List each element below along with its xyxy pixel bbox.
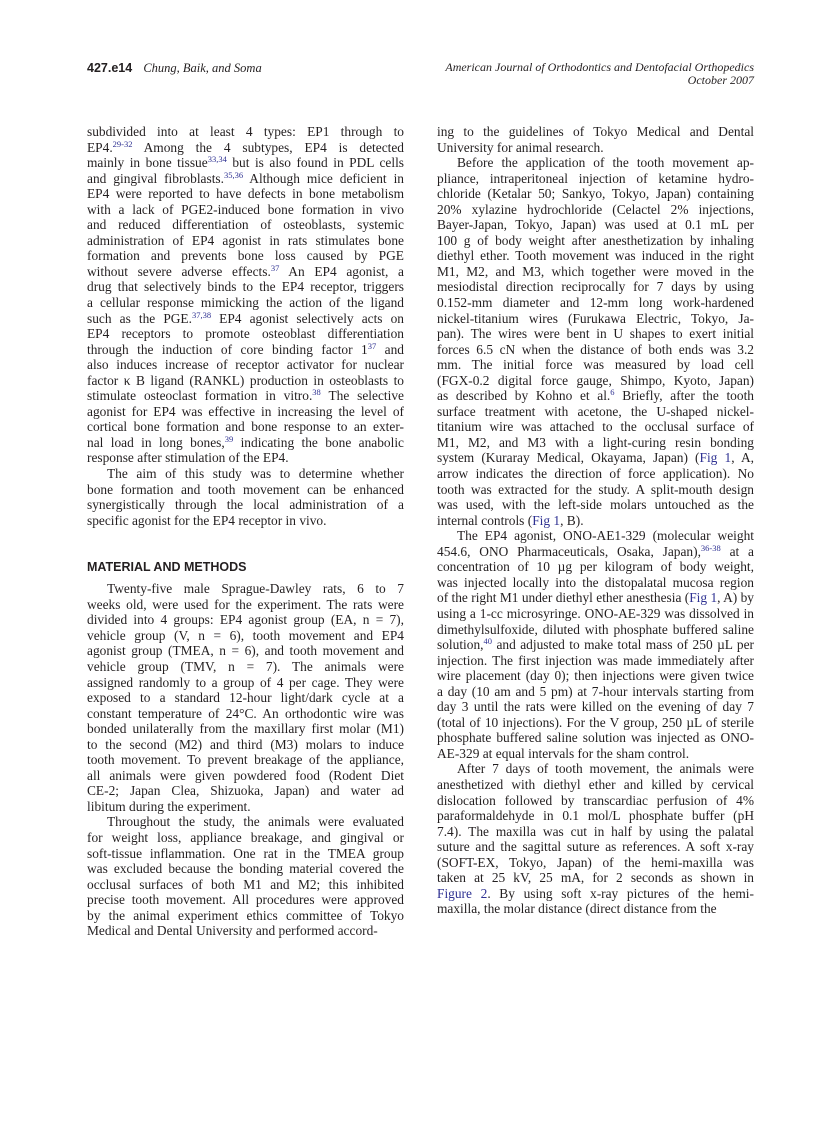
text-line: soft-tissue inflammation. One rat in the TMEA group (87, 845, 404, 861)
text-line: suture and the sagittal suture as references. A soft x-ray (437, 839, 754, 855)
text-line: tooth movement. To prevent breakage of the appliance, (87, 752, 404, 768)
text-line: factor κ B ligand (RANKL) production in osteoblasts to (87, 372, 404, 388)
text-line: tooth was extracted for the study. A split-mouth design (437, 481, 754, 497)
text-line: phosphate buffered saline solution was injected as ONO- (437, 730, 754, 746)
text-line: vehicle group (V, n = 6), tooth movement and EP4 (87, 627, 404, 643)
text-line: was injected locally into the distopalatal mucosa region (437, 574, 754, 590)
text-line: administration of EP4 agonist in rats stimulates bone (87, 232, 404, 248)
text-line: without severe adverse effects.$^{37}$ An EP4 agonist, a (87, 262, 404, 279)
text-line: M1, M2, and M3 with a light-curing resin bonding (437, 434, 754, 450)
text-line: precise tooth movement. All procedures were approved (87, 892, 404, 908)
citation-superscript[interactable]: 35,36 (223, 169, 244, 180)
text-line: diethyl ether. Tooth movement was induced in the right (437, 248, 754, 264)
journal-title: American Journal of Orthodontics and Dentofacial Orthopedics (445, 60, 754, 74)
text-line: M1, M2, and M3, which together were moved in the (437, 263, 754, 279)
text-line: agonist for EP4 was effective in increasing the level of (87, 403, 404, 419)
text-line: ing to the guidelines of Tokyo Medical and Dental (437, 124, 754, 139)
citation-superscript[interactable]: 36-38 (700, 542, 721, 553)
text-line: nickel-titanium wires (Furukawa Electric, Tokyo, Ja- (437, 310, 754, 326)
text-line: After 7 days of tooth movement, the animals were (457, 761, 754, 777)
text-line: with a lack of PGE2-induced bone formation in vivo (87, 201, 404, 217)
text-line: The aim of this study was to determine whether (107, 466, 404, 482)
text-line: concentration of 10 µg per kilogram of body weight, (437, 559, 754, 575)
citation-superscript[interactable]: 37,38 (191, 309, 212, 320)
running-header-right (445, 61, 754, 87)
text-line: and gingival fibroblasts.$^{35,36}$ Although mice deficient in (87, 169, 404, 186)
issue-date: October 2007 (687, 73, 754, 87)
text-line: bonded unilaterally from the maxillary first molar (M1) (87, 721, 404, 737)
figure-link[interactable]: Fig 1 (699, 450, 732, 466)
text-line: CE-2; Japan Clea, Shizuoka, Japan) and water ad (87, 783, 404, 799)
text-line: divided into 4 groups: EP4 agonist group (EA, n = 7), (87, 612, 404, 628)
text-line: was used, with the left-side molars untouched as the (437, 497, 754, 513)
text-line: AE-329 at equal intervals for the sham control. (437, 745, 690, 761)
text-line: wire placement (day 0); then injections were given twice (437, 668, 754, 684)
text-line: response after stimulation of the EP4. (87, 450, 289, 466)
text-line: exposed to a standard 12-hour light/dark cycle at a (87, 690, 404, 706)
text-line: paraformaldehyde in 0.1 mol/L phosphate buffer (pH (437, 808, 754, 824)
text-line: EP4.$^{29-32}$ Among the 4 subtypes, EP4 is detected (87, 138, 404, 155)
text-line: 7.4). The maxilla was cut in half by using the palatal (437, 823, 754, 839)
text-line: Throughout the study, the animals were evaluated (107, 814, 404, 830)
figure-link[interactable]: Fig 1 (532, 512, 561, 528)
citation-superscript[interactable]: 6 (610, 387, 615, 398)
text-line: system (Kuraray Medical, Okayama, Japan) (Fig 1, A, (437, 450, 754, 466)
running-authors: Chung, Baik, and Soma (143, 61, 262, 75)
text-line: Bayer-Japan, Tokyo, Japan) was used at 0.1 mL per (437, 217, 754, 233)
text-line: day 3 until the rats were killed on the evening of day 7 (437, 699, 754, 715)
text-line: 100 g of body weight after anesthetization by inhaling (437, 232, 754, 248)
text-line: Figure 2. By using soft x-ray pictures of the hemi- (437, 885, 754, 901)
citation-superscript[interactable]: 33,34 (207, 154, 227, 165)
text-line: and reduced differentiation of osteoblasts, systemic (87, 217, 404, 233)
text-line: through the induction of core binding factor $1^{37}$ and (87, 340, 404, 357)
citation-superscript[interactable]: 37 (367, 340, 377, 351)
text-line: titanium wire was attached to the occlusal surface of (437, 419, 754, 435)
text-line: occlusal surfaces of both M1 and M2; this inhibited (87, 876, 404, 892)
text-line: dislocation followed by transcardiac perfusion of 4% (437, 792, 754, 808)
text-line: a cellular response mimicking the action of the ligand (87, 295, 404, 311)
figure-link[interactable]: Figure 2 (437, 885, 488, 901)
paragraph (87, 466, 404, 528)
text-line: nal load in long bones,$^{39}$ indicating the bone anabolic (87, 433, 404, 450)
text-line: 454.6, ONO Pharmaceuticals, Osaka, Japan),$^{36-38}$ at a (437, 542, 754, 559)
citation-superscript[interactable]: 40 (483, 636, 493, 647)
text-line: bone formation and tooth movement can be enhanced (87, 481, 404, 497)
text-line: formation and prevents bone loss caused by PGE (87, 248, 404, 264)
section-gap (87, 528, 404, 559)
paragraph (87, 581, 404, 814)
text-line: libitum during the experiment. (87, 798, 251, 814)
text-line: drug that selectively binds to the EP4 receptor, triggers (87, 279, 404, 295)
text-line: synergistically through the local administration of a (87, 497, 404, 513)
citation-superscript[interactable]: 29-32 (112, 138, 133, 149)
text-line: 0.152-mm diameter and 12-mm long work-hardened (437, 295, 754, 311)
paragraph (437, 528, 754, 761)
text-line: (SOFT-EX, Tokyo, Japan) of the hemi-maxilla was (437, 854, 754, 870)
text-line: for weight loss, appliance breakage, and gingival or (87, 829, 404, 845)
text-line: EP4 were reported to have defects in bone metabolism (87, 186, 404, 202)
text-line: (total of 10 injections). For the V group, 250 µL of sterile (437, 714, 754, 730)
text-line: pliance, intraperitoneal injection of ketamine hydro- (437, 170, 754, 186)
paragraph (437, 761, 754, 916)
text-line: solution,$^{40}$ and adjusted to make total mass of 250 µL per (437, 636, 754, 653)
text-line: Medical and Dental University and performed accord- (87, 923, 378, 939)
text-line: agonist group (TMEA, n = 6), and tooth movement and (87, 643, 404, 659)
text-line: mm. The initial force was measured by load cell (437, 357, 754, 373)
paragraph (87, 814, 404, 938)
text-line: University for animal research. (437, 139, 604, 155)
text-line: internal controls (Fig 1, B). (437, 512, 584, 528)
figure-link[interactable]: Fig 1 (689, 590, 718, 606)
text-line: such as the PGE.$^{37,38}$ EP4 agonist selectively acts on (87, 309, 404, 326)
citation-superscript[interactable]: 39 (224, 433, 234, 444)
text-line: chloride (Ketalar 50; Sankyo, Tokyo, Japan) containing (437, 186, 754, 202)
text-line: to the second (M2) and third (M3) molars to induce (87, 736, 404, 752)
text-line: all animals were given powdered food (Rodent Diet (87, 767, 404, 783)
text-line: surface treatment with acetone, the U-shaped nickel- (437, 403, 754, 419)
citation-superscript[interactable]: 37 (270, 262, 280, 273)
text-line: EP4 receptors to promote osteoblast differentiation (87, 326, 404, 342)
text-line: mainly in bone tissue$^{33,34}$ but is also found in PDL cells (87, 154, 405, 171)
text-line: The EP4 agonist, ONO-AE1-329 (molecular weight (457, 528, 754, 544)
text-line: arrow indicates the direction of force application). No (437, 466, 754, 482)
text-line: subdivided into at least 4 types: EP1 through to (87, 124, 404, 139)
text-line: as described by Kohno et al.$^6$ Briefly, after the tooth (437, 387, 754, 404)
running-header-left (87, 61, 262, 76)
paragraph (437, 124, 754, 155)
text-line: assigned randomly to a group of 4 per cage. They were (87, 674, 404, 690)
text-line: forces 6.5 cN when the distance of both ends was 3.2 (437, 341, 754, 357)
text-line: taken at 25 kV, 25 mA, for 2 seconds as shown in (437, 870, 754, 886)
text-line: of the right M1 under diethyl ether anesthesia (Fig 1, A) by (437, 590, 754, 606)
text-line: pan). The wires were bent in U shapes to exert initial (437, 326, 754, 342)
right-column (437, 124, 754, 917)
text-line: specific agonist for the EP4 receptor in vivo. (87, 512, 327, 528)
text-line: 20% xylazine hydrochloride (Celactel 2% injections, (437, 201, 754, 217)
text-line: Before the application of the tooth movement ap- (457, 155, 754, 171)
text-line: weeks old, were used for the experiment. The rats were (87, 596, 404, 612)
citation-superscript[interactable]: 38 (312, 387, 321, 398)
text-line: constant temperature of 24°C. An orthodontic wire was (87, 705, 404, 721)
text-line: stimulate osteoclast formation in vitro.$^{38}$ The selective (87, 387, 404, 404)
paragraph (437, 155, 754, 528)
text-line: also induces increase of receptor activator for nuclear (87, 357, 404, 373)
left-column (87, 124, 404, 939)
text-line: Twenty-five male Sprague-Dawley rats, 6 to 7 (107, 581, 404, 597)
text-line: mesiodistal direction reciprocally for 7 days by using (437, 279, 754, 295)
text-line: maxilla, the molar distance (direct distance from the (437, 901, 717, 917)
text-line: (FGX-0.2 digital force gauge, Shimpo, Kyoto, Japan) (437, 372, 754, 388)
text-line: was excluded because the bonding material covered the (87, 861, 404, 877)
text-line: dimethylsulfoxide, diluted with phosphate buffered saline (437, 621, 754, 637)
paragraph (87, 124, 404, 466)
text-line: a day (10 am and 5 pm) at 7-hour intervals starting from (437, 683, 754, 699)
text-line: anesthetized with diethyl ether and killed by cervical (437, 776, 754, 792)
text-line: by the animal experiment ethics committee of Tokyo (87, 907, 404, 923)
page-number: 427.e14 (87, 61, 133, 75)
text-line: using a 1-cc microsyringe. ONO-AE-329 was dissolved in (437, 605, 754, 621)
text-line: injection. The first injection was made immediately after (437, 652, 754, 668)
section-heading: MATERIAL AND METHODS (87, 560, 247, 575)
text-line: cortical bone formation and bone response to an exter- (87, 419, 404, 435)
text-line: vehicle group (TMV, n = 7). The animals were (87, 658, 404, 674)
